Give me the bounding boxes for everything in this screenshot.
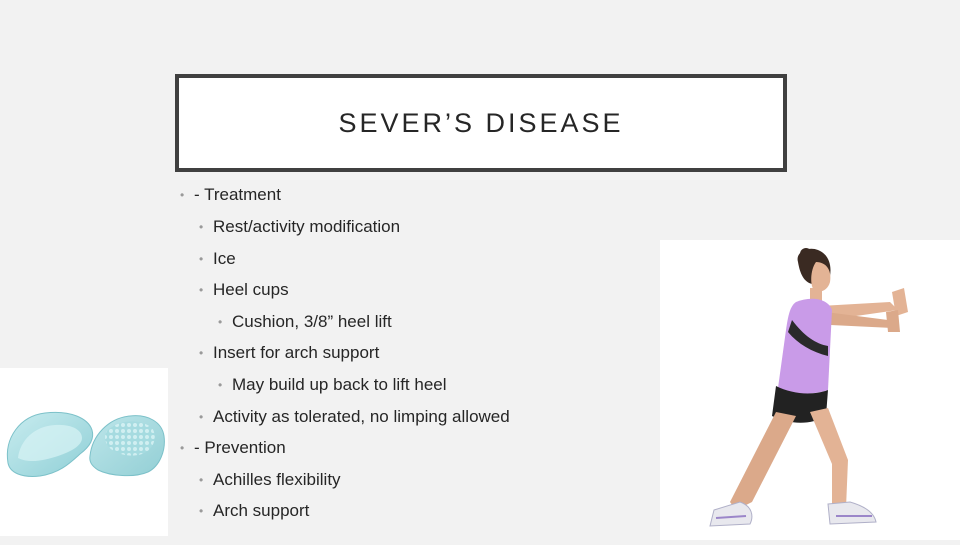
- bullet-item: [199, 217, 400, 237]
- bullet-text: - Treatment: [194, 185, 281, 204]
- slide-title: SEVER’S DISEASE: [338, 107, 624, 138]
- bullet-text: Arch support: [213, 501, 310, 520]
- bullet-dot-icon: •: [180, 188, 185, 202]
- bullet-text: Heel cups: [213, 280, 289, 299]
- bullet-text: Ice: [213, 249, 236, 268]
- bullet-text: Insert for arch support: [213, 343, 380, 362]
- bullet-dot-icon: •: [199, 220, 204, 234]
- bullet-text: Cushion, 3/8” heel lift: [232, 312, 392, 331]
- heel-cups-image: [0, 368, 168, 536]
- bullet-item: [180, 185, 281, 205]
- bullet-dot-icon: •: [199, 283, 204, 297]
- wall-stretch-image: [660, 240, 960, 540]
- bullet-item: [218, 375, 447, 395]
- bullet-text: Achilles flexibility: [213, 470, 341, 489]
- bullet-item: [218, 312, 392, 332]
- bullet-text: - Prevention: [194, 438, 286, 457]
- heel-cups-icon: [0, 368, 168, 536]
- bullet-dot-icon: •: [180, 441, 185, 455]
- bullet-text: May build up back to lift heel: [232, 375, 447, 394]
- title-box: [175, 74, 787, 172]
- bullet-item: [199, 470, 341, 490]
- bullet-dot-icon: •: [199, 346, 204, 360]
- bullet-text: Activity as tolerated, no limping allowed: [213, 407, 510, 426]
- bullet-item: [199, 249, 236, 269]
- bullet-item: [199, 280, 289, 300]
- bullet-dot-icon: •: [199, 252, 204, 266]
- bullet-item: [199, 407, 510, 427]
- bullet-dot-icon: •: [218, 378, 223, 392]
- bullet-dot-icon: •: [199, 410, 204, 424]
- bullet-item: [180, 438, 286, 458]
- bullet-dot-icon: •: [218, 315, 223, 329]
- bullet-text: Rest/activity modification: [213, 217, 401, 236]
- bullet-dot-icon: •: [199, 473, 204, 487]
- bullet-dot-icon: •: [199, 504, 204, 518]
- stretching-woman-icon: [660, 240, 960, 540]
- bullet-item: [199, 343, 379, 363]
- bullet-item: [199, 501, 309, 521]
